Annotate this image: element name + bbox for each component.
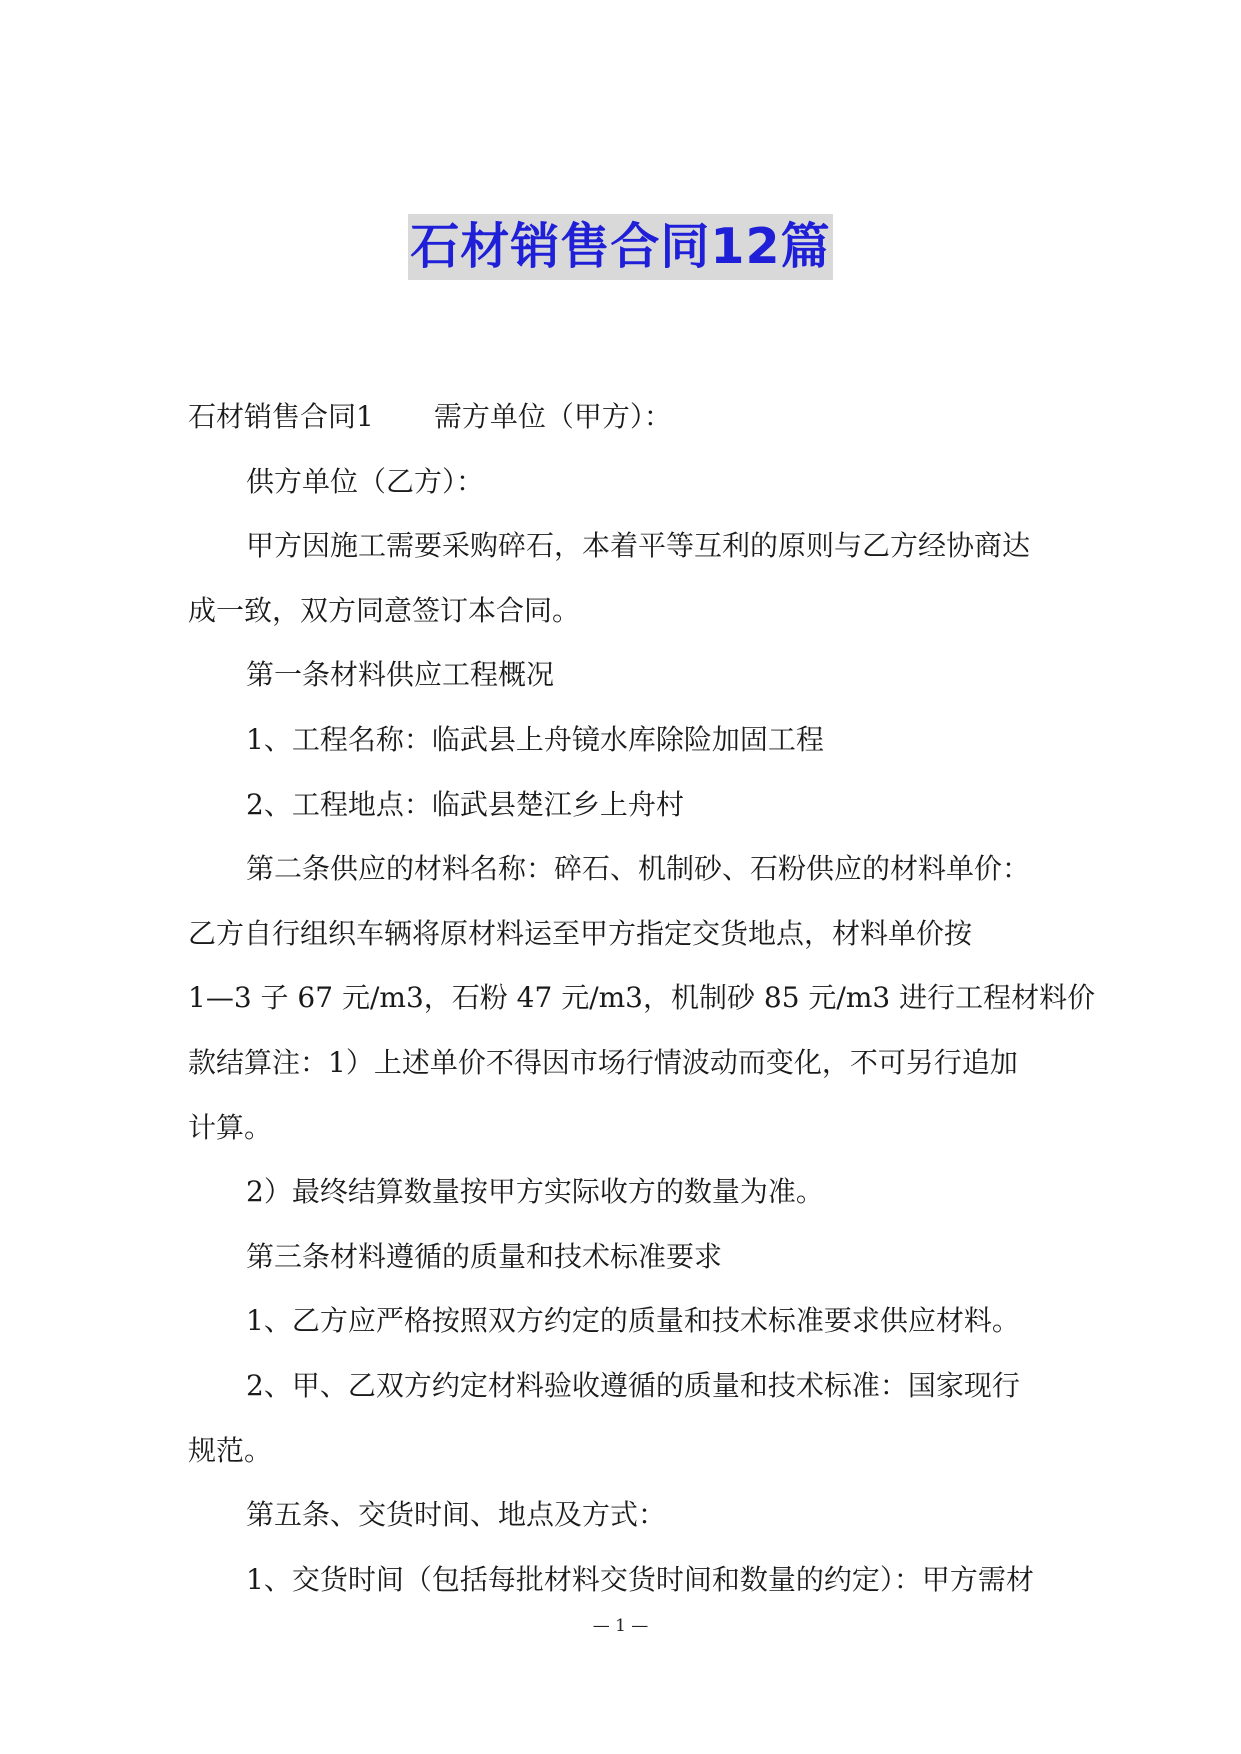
document-title: 石材销售合同12篇 xyxy=(408,214,832,280)
page-number: — 1 — xyxy=(592,1616,649,1636)
line-12: 计算。 xyxy=(188,1110,273,1144)
buyer-label: 需方单位（甲方）： xyxy=(433,400,672,433)
line-19: 1、交货时间（包括每批材料交货时间和数量的约定）：甲方需材 xyxy=(246,1562,1034,1596)
line-2: 供方单位（乙方）： xyxy=(246,464,485,498)
line-11: 款结算注：1）上述单价不得因市场行情波动而变化，不可另行追加 xyxy=(188,1045,1018,1079)
line-16: 2、甲、乙双方约定材料验收遵循的质量和技术标准：国家现行 xyxy=(246,1368,1020,1402)
line-4: 成一致，双方同意签订本合同。 xyxy=(188,593,581,627)
line-14: 第三条材料遵循的质量和技术标准要求 xyxy=(246,1239,723,1273)
line-6: 1、工程名称：临武县上舟镜水库除险加固工程 xyxy=(246,722,824,756)
line-18: 第五条、交货时间、地点及方式： xyxy=(246,1498,667,1532)
line-17: 规范。 xyxy=(188,1433,273,1467)
line-13: 2）最终结算数量按甲方实际收方的数量为准。 xyxy=(246,1175,824,1209)
line-10: 1—3 子 67 元/m3，石粉 47 元/m3，机制砂 85 元/m3 进行工程材料价 xyxy=(188,981,1096,1015)
contract-heading: 石材销售合同1 xyxy=(188,400,374,433)
line-9: 乙方自行组织车辆将原材料运至甲方指定交货地点，材料单价按 xyxy=(188,916,973,950)
line-7: 2、工程地点：临武县楚江乡上舟村 xyxy=(246,787,684,821)
line-3: 甲方因施工需要采购碎石，本着平等互利的原则与乙方经协商达 xyxy=(246,529,1031,563)
title-container xyxy=(0,214,1241,280)
line-1 xyxy=(188,385,1050,450)
line-15: 1、乙方应严格按照双方约定的质量和技术标准要求供应材料。 xyxy=(246,1304,1020,1338)
document-body xyxy=(188,385,1096,1612)
line-5: 第一条材料供应工程概况 xyxy=(246,658,555,692)
line-8: 第二条供应的材料名称：碎石、机制砂、石粉供应的材料单价： xyxy=(246,852,1031,886)
